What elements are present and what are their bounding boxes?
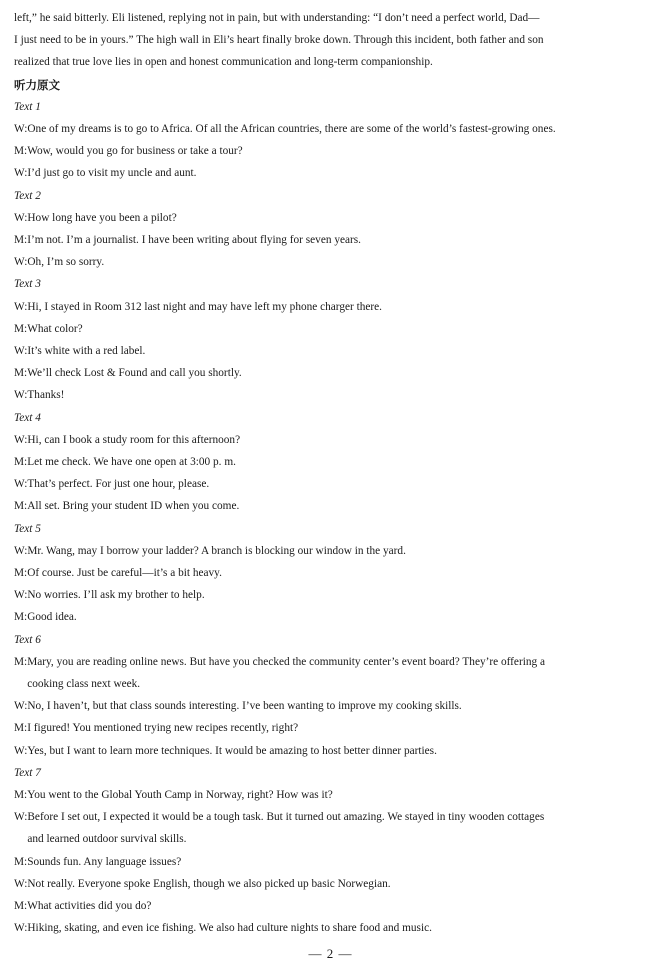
utterance-line: You went to the Global Youth Camp in Norway, right? How was it?	[27, 788, 333, 801]
utterance-line: I’d just go to visit my uncle and aunt.	[27, 167, 197, 180]
utterance-line: Let me check. We have one open at 3:00 p. m.	[27, 455, 236, 468]
utterance-line: and learned outdoor survival skills.	[27, 833, 187, 846]
dialogue-turn	[14, 318, 648, 340]
utterance	[27, 473, 648, 495]
utterance-line: Mr. Wang, may I borrow your ladder? A branch is blocking our window in the yard.	[27, 544, 406, 557]
speaker-label: M:	[14, 233, 28, 246]
speaker-label: W:	[14, 211, 28, 224]
dialogue-turn	[14, 784, 648, 806]
speaker-label: M:	[14, 455, 28, 468]
intro-paragraph	[14, 7, 648, 74]
speaker-label: W:	[14, 433, 28, 446]
dialogue-turn	[14, 207, 648, 229]
utterance	[27, 651, 648, 695]
speaker-label: W:	[14, 744, 28, 757]
utterance	[27, 162, 648, 184]
utterance-line: Good idea.	[27, 611, 77, 624]
utterance	[27, 140, 648, 162]
utterance	[27, 118, 648, 140]
utterance	[27, 540, 648, 562]
text-label: Text 2	[14, 189, 41, 202]
speaker-label: W:	[14, 700, 28, 713]
speaker-label: M:	[14, 655, 28, 668]
intro-line: realized that true love lies in open and honest communication and long-term companionship.	[14, 56, 433, 69]
speaker-name: W	[14, 877, 25, 890]
speaker-name: M	[14, 367, 25, 380]
speaker-name: W	[14, 256, 25, 269]
speaker-label: M:	[14, 566, 28, 579]
intro-line: left,” he said bitterly. Eli listened, replying not in pain, but with understanding: “I don’t need a perfect world, Dad—	[14, 12, 540, 24]
utterance-line: Thanks!	[27, 389, 65, 402]
speaker-name: W	[14, 389, 25, 402]
utterance	[27, 251, 648, 273]
speaker-name: W	[14, 811, 25, 824]
dialogue-turn	[14, 895, 648, 917]
speaker-label: M:	[14, 322, 28, 335]
speaker-name: M	[14, 722, 25, 735]
dialogue-turn	[14, 740, 648, 762]
utterance	[27, 296, 648, 318]
utterance	[27, 873, 648, 895]
speaker-label: W:	[14, 122, 28, 135]
document-page	[14, 0, 648, 939]
utterance-line: Mary, you are reading online news. But have you checked the community center’s event board? They’re offering a	[27, 655, 545, 668]
dialogue-turn	[14, 562, 648, 584]
utterance	[27, 851, 648, 873]
speaker-label: W:	[14, 256, 28, 269]
utterance-line: That’s perfect. For just one hour, please.	[27, 478, 210, 491]
text-label: Text 4	[14, 411, 41, 424]
utterance-line: Not really. Everyone spoke English, though we also picked up basic Norwegian.	[27, 877, 391, 890]
speaker-name: W	[14, 744, 25, 757]
speaker-label: W:	[14, 877, 28, 890]
dialogue-turn	[14, 917, 648, 939]
dialogue-turn	[14, 495, 648, 517]
speaker-name: W	[14, 478, 25, 491]
dialogue-turn	[14, 251, 648, 273]
dialogue-turn	[14, 651, 648, 695]
utterance-line: Of course. Just be careful—it’s a bit heavy.	[27, 566, 222, 579]
utterance-line: No worries. I’ll ask my brother to help.	[27, 589, 205, 602]
dialogue-turn	[14, 118, 648, 140]
dialogue-turn	[14, 851, 648, 873]
dialogue-turn	[14, 473, 648, 495]
utterance	[27, 784, 648, 806]
listening-transcript	[14, 96, 648, 940]
utterance-line: Hi, can I book a study room for this afternoon?	[27, 433, 241, 446]
dialogue-turn	[14, 540, 648, 562]
speaker-name: W	[14, 700, 25, 713]
speaker-name: M	[14, 611, 25, 624]
speaker-label: M:	[14, 367, 28, 380]
speaker-label: M:	[14, 611, 28, 624]
utterance	[27, 340, 648, 362]
dialogue-turn	[14, 584, 648, 606]
utterance-line: All set. Bring your student ID when you come.	[27, 500, 240, 513]
utterance	[27, 562, 648, 584]
utterance	[27, 451, 648, 473]
speaker-label: M:	[14, 500, 28, 513]
dialogue-turn	[14, 229, 648, 251]
utterance-line: One of my dreams is to go to Africa. Of all the African countries, there are some of the world’s fastest-growing ones.	[27, 122, 556, 135]
text-label: Text 3	[14, 278, 41, 291]
speaker-name: M	[14, 233, 25, 246]
speaker-name: W	[14, 922, 25, 935]
dialogue-turn	[14, 606, 648, 628]
speaker-name: W	[14, 344, 25, 357]
speaker-label: W:	[14, 167, 28, 180]
speaker-name: W	[14, 433, 25, 446]
utterance	[27, 584, 648, 606]
utterance-line: We’ll check Lost & Found and call you shortly.	[27, 367, 242, 380]
utterance-line: What color?	[27, 322, 83, 335]
speaker-name: M	[14, 655, 25, 668]
utterance	[27, 740, 648, 762]
utterance	[27, 229, 648, 251]
speaker-label: W:	[14, 544, 28, 557]
speaker-label: M:	[14, 788, 28, 801]
utterance	[27, 429, 648, 451]
text-label: Text 1	[14, 100, 41, 113]
dialogue-turn	[14, 340, 648, 362]
speaker-label: W:	[14, 300, 28, 313]
speaker-name: M	[14, 788, 25, 801]
speaker-label: M:	[14, 855, 28, 868]
utterance	[27, 207, 648, 229]
dialogue-turn	[14, 873, 648, 895]
speaker-label: W:	[14, 344, 28, 357]
utterance	[27, 362, 648, 384]
speaker-label: W:	[14, 922, 28, 935]
utterance-line: It’s white with a red label.	[27, 344, 146, 357]
speaker-label: W:	[14, 389, 28, 402]
utterance	[27, 695, 648, 717]
speaker-name: M	[14, 322, 25, 335]
utterance-line: I figured! You mentioned trying new recipes recently, right?	[27, 722, 299, 735]
speaker-name: M	[14, 145, 25, 158]
utterance-line: Sounds fun. Any language issues?	[27, 855, 182, 868]
utterance-line: Oh, I’m so sorry.	[27, 256, 105, 269]
utterance	[27, 606, 648, 628]
utterance	[27, 384, 648, 406]
utterance	[27, 895, 648, 917]
utterance-line: Wow, would you go for business or take a tour?	[27, 145, 243, 158]
speaker-label: W:	[14, 589, 28, 602]
text-label: Text 6	[14, 633, 41, 646]
dialogue-turn	[14, 362, 648, 384]
dialogue-turn	[14, 451, 648, 473]
utterance-line: I’m not. I’m a journalist. I have been writing about flying for seven years.	[27, 233, 361, 246]
text-label: Text 7	[14, 766, 41, 779]
utterance-line: How long have you been a pilot?	[27, 211, 177, 224]
utterance	[27, 717, 648, 739]
dialogue-turn	[14, 296, 648, 318]
utterance-line: What activities did you do?	[27, 900, 152, 912]
speaker-label: M:	[14, 900, 28, 912]
speaker-name: W	[14, 167, 25, 180]
dialogue-turn	[14, 429, 648, 451]
utterance	[27, 318, 648, 340]
utterance	[27, 495, 648, 517]
speaker-name: M	[14, 500, 25, 513]
dialogue-turn	[14, 695, 648, 717]
speaker-name: M	[14, 566, 25, 579]
speaker-name: W	[14, 589, 25, 602]
section-heading: 听力原文	[14, 77, 60, 92]
dialogue-turn	[14, 384, 648, 406]
utterance	[27, 806, 648, 850]
speaker-name: M	[14, 455, 25, 468]
utterance	[27, 917, 648, 939]
speaker-name: M	[14, 855, 25, 868]
speaker-label: M:	[14, 722, 28, 735]
speaker-label: M:	[14, 145, 28, 158]
speaker-name: W	[14, 544, 25, 557]
utterance-line: Yes, but I want to learn more techniques. It would be amazing to host better dinner parties.	[27, 744, 437, 757]
utterance-line: Hi, I stayed in Room 312 last night and may have left my phone charger there.	[27, 300, 383, 313]
page-number: — 2 —	[308, 946, 353, 961]
speaker-name: W	[14, 300, 25, 313]
utterance-line: Before I set out, I expected it would be a tough task. But it turned out amazing. We stayed in tiny wooden cottages	[27, 811, 545, 824]
dialogue-turn	[14, 162, 648, 184]
dialogue-turn	[14, 806, 648, 850]
text-label: Text 5	[14, 522, 41, 535]
utterance-line: cooking class next week.	[27, 677, 141, 690]
speaker-name: M	[14, 900, 25, 912]
dialogue-turn	[14, 140, 648, 162]
intro-line: I just need to be in yours.” The high wall in Eli’s heart finally broke down. Through this incident, both father and son	[14, 34, 544, 47]
utterance-line: Hiking, skating, and even ice fishing. We also had culture nights to share food and music.	[27, 922, 432, 935]
utterance-line: No, I haven’t, but that class sounds interesting. I’ve been wanting to improve my cooking skills.	[27, 700, 462, 713]
speaker-label: W:	[14, 478, 28, 491]
speaker-label: W:	[14, 811, 28, 824]
speaker-name: W	[14, 211, 25, 224]
dialogue-turn	[14, 717, 648, 739]
speaker-name: W	[14, 122, 25, 135]
